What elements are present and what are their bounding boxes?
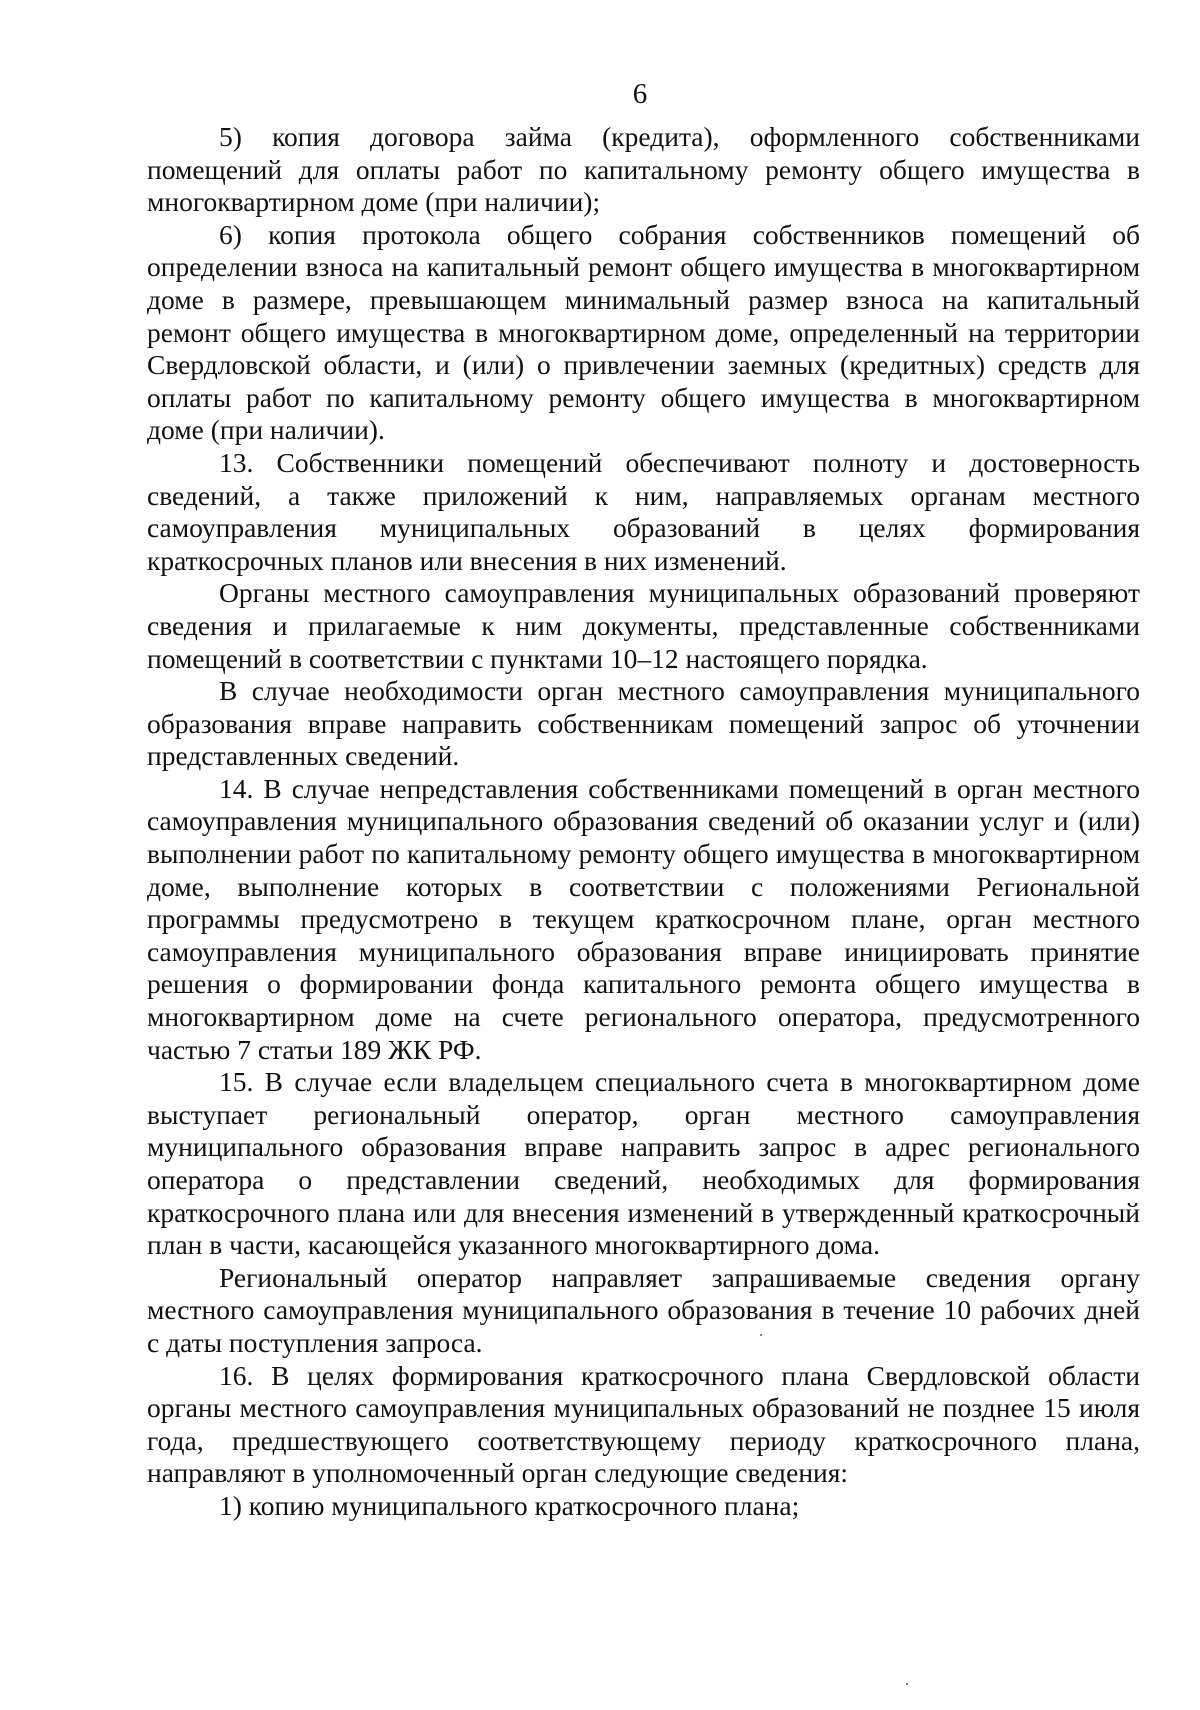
- document-body: [147, 121, 1140, 1523]
- paragraph-clause-16: 16. В целях формирования краткосрочного плана Свердловской области органы местного самоуправления муниципальных образований не позднее 15 июля года, предшествующего соответствующему периоду краткосрочного плана, направляют в уполномоченный орган следующие сведения:: [147, 1359, 1140, 1489]
- paragraph-item-6: 6) копия протокола общего собрания собственников помещений об определении взноса на капитальный ремонт общего имущества в многоквартирном доме в размере, превышающем минимальный размер взноса на капитальный ремонт общего имущества в многоквартирном доме, определенный на территории Свердловской области, и (или) о привлечении заемных (кредитных) средств для оплаты работ по капитальному ремонту общего имущества в многоквартирном доме (при наличии).: [147, 218, 1140, 446]
- scan-speck: [760, 1334, 762, 1336]
- paragraph-clause-16-item-1: 1) копию муниципального краткосрочного плана;: [219, 1489, 800, 1521]
- scan-speck: [906, 1683, 908, 1685]
- paragraph-clause-13: 13. Собственники помещений обеспечивают полноту и достоверность сведений, а также приложений к ним, направляемых органам местного самоуправления муниципальных образований в целях формирования краткосрочных планов или внесения в них изменений.: [147, 446, 1140, 576]
- paragraph-clause-15-response: Региональный оператор направляет запрашиваемые сведения органу местного самоуправления муниципального образования в течение 10 рабочих дней с даты поступления запроса.: [147, 1261, 1140, 1358]
- paragraph-item-5: 5) копия договора займа (кредита), оформленного собственниками помещений для оплаты работ по капитальному ремонту общего имущества в многоквартирном доме (при наличии);: [147, 121, 1140, 218]
- paragraph-clause-15: 15. В случае если владельцем специального счета в многоквартирном доме выступает региональный оператор, орган местного самоуправления муниципального образования вправе направить запрос в адрес регионального оператора о представлении сведений, необходимых для формирования краткосрочного плана или для внесения изменений в утвержденный краткосрочный план в части, касающейся указанного многоквартирного дома.: [147, 1066, 1140, 1261]
- paragraph-clause-14: 14. В случае непредставления собственниками помещений в орган местного самоуправления муниципального образования сведений об оказании услуг и (или) выполнении работ по капитальному ремонту общего имущества в многоквартирном доме, выполнение которых в соответствии с положениями Региональной программы предусмотрено в текущем краткосрочном плане, орган местного самоуправления муниципального образования вправе инициировать принятие решения о формировании фонда капитального ремонта общего имущества в многоквартирном доме на счете регионального оператора, предусмотренного частью 7 статьи 189 ЖК РФ.: [147, 772, 1140, 1065]
- page-number: 6: [632, 78, 648, 110]
- paragraph-clause-13-clarification: В случае необходимости орган местного самоуправления муниципального образования вправе направить собственникам помещений запрос об уточнении представленных сведений.: [147, 675, 1140, 772]
- paragraph-clause-13-verification: Органы местного самоуправления муниципальных образований проверяют сведения и прилагаемые к ним документы, представленные собственниками помещений в соответствии с пунктами 10–12 настоящего порядка.: [147, 577, 1140, 674]
